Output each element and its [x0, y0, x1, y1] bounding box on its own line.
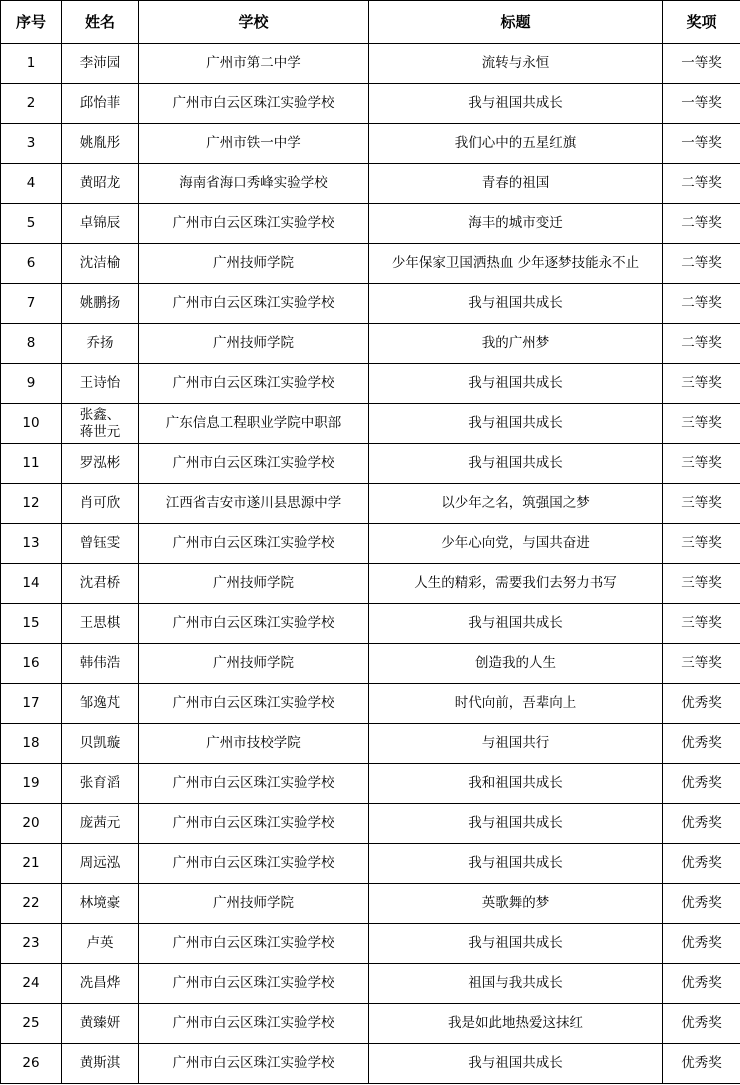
cell-name [62, 884, 139, 924]
cell-index: 22 [1, 884, 62, 924]
student-name: 肖可欣 [79, 494, 121, 511]
cell-award: 一等奖 [663, 44, 740, 84]
cell-school: 广州市白云区珠江实验学校 [139, 524, 369, 564]
cell-school: 广州技师学院 [139, 564, 369, 604]
table-body [1, 44, 740, 1084]
student-name: 卢英 [86, 934, 114, 951]
cell-award: 优秀奖 [663, 684, 740, 724]
cell-name [62, 444, 139, 484]
cell-name [62, 764, 139, 804]
student-name: 贝凯璇 [79, 734, 121, 751]
cell-name [62, 164, 139, 204]
header-index: 序号 [1, 1, 62, 44]
student-name: 周远泓 [79, 854, 121, 871]
student-name: 张鑫、蒋世元 [79, 406, 121, 440]
table-row [1, 364, 740, 404]
table-row [1, 964, 740, 1004]
cell-title: 我与祖国共成长 [369, 284, 663, 324]
cell-award: 三等奖 [663, 444, 740, 484]
table-row [1, 124, 740, 164]
student-name: 乔扬 [86, 334, 114, 351]
cell-title: 我与祖国共成长 [369, 604, 663, 644]
cell-name [62, 404, 139, 444]
cell-index: 24 [1, 964, 62, 1004]
table-row [1, 564, 740, 604]
cell-award: 优秀奖 [663, 804, 740, 844]
cell-award: 二等奖 [663, 204, 740, 244]
table-row [1, 844, 740, 884]
cell-index: 4 [1, 164, 62, 204]
table-row [1, 524, 740, 564]
cell-title: 我与祖国共成长 [369, 364, 663, 404]
student-name: 张育滔 [79, 774, 121, 791]
cell-title: 我与祖国共成长 [369, 924, 663, 964]
cell-award: 二等奖 [663, 324, 740, 364]
cell-school: 广州市白云区珠江实验学校 [139, 964, 369, 1004]
cell-award: 三等奖 [663, 564, 740, 604]
cell-name [62, 644, 139, 684]
cell-award: 优秀奖 [663, 724, 740, 764]
cell-index: 16 [1, 644, 62, 684]
cell-name [62, 84, 139, 124]
cell-title: 少年心向党，与国共奋进 [369, 524, 663, 564]
student-name: 姚鹏扬 [79, 294, 121, 311]
table-row [1, 924, 740, 964]
cell-name [62, 364, 139, 404]
cell-index: 1 [1, 44, 62, 84]
student-name: 邹逸芃 [79, 694, 121, 711]
cell-school: 广州市白云区珠江实验学校 [139, 764, 369, 804]
cell-title: 创造我的人生 [369, 644, 663, 684]
table-row [1, 884, 740, 924]
cell-index: 11 [1, 444, 62, 484]
cell-school: 广州市白云区珠江实验学校 [139, 284, 369, 324]
cell-index: 9 [1, 364, 62, 404]
cell-title: 祖国与我共成长 [369, 964, 663, 1004]
student-name: 沈君桥 [79, 574, 121, 591]
table-row [1, 404, 740, 444]
cell-award: 优秀奖 [663, 964, 740, 1004]
student-name: 罗泓彬 [79, 454, 121, 471]
cell-name [62, 964, 139, 1004]
cell-index: 13 [1, 524, 62, 564]
cell-school: 广州市第二中学 [139, 44, 369, 84]
student-name: 沈洁榆 [79, 254, 121, 271]
cell-school: 广州市白云区珠江实验学校 [139, 684, 369, 724]
cell-school: 广州市白云区珠江实验学校 [139, 1004, 369, 1044]
cell-name [62, 844, 139, 884]
cell-school: 广州市白云区珠江实验学校 [139, 924, 369, 964]
cell-title: 与祖国共行 [369, 724, 663, 764]
cell-name [62, 204, 139, 244]
cell-name [62, 924, 139, 964]
cell-name [62, 684, 139, 724]
student-name: 韩伟浩 [79, 654, 121, 671]
student-name: 黄斯淇 [79, 1054, 121, 1071]
cell-title: 少年保家卫国洒热血 少年逐梦技能永不止 [369, 244, 663, 284]
cell-index: 12 [1, 484, 62, 524]
cell-title: 我与祖国共成长 [369, 804, 663, 844]
cell-school: 海南省海口秀峰实验学校 [139, 164, 369, 204]
cell-award: 二等奖 [663, 244, 740, 284]
header-name: 姓名 [62, 1, 139, 44]
student-name: 冼昌烨 [79, 974, 121, 991]
cell-name [62, 484, 139, 524]
cell-title: 时代向前，吾辈向上 [369, 684, 663, 724]
cell-index: 17 [1, 684, 62, 724]
cell-title: 我与祖国共成长 [369, 84, 663, 124]
cell-title: 流转与永恒 [369, 44, 663, 84]
student-name: 李沛园 [79, 54, 121, 71]
cell-title: 我与祖国共成长 [369, 404, 663, 444]
cell-name [62, 724, 139, 764]
student-name: 邱怡菲 [79, 94, 121, 111]
cell-award: 二等奖 [663, 164, 740, 204]
cell-school: 广州市白云区珠江实验学校 [139, 444, 369, 484]
cell-school: 广州技师学院 [139, 644, 369, 684]
cell-award: 优秀奖 [663, 764, 740, 804]
cell-award: 二等奖 [663, 284, 740, 324]
cell-title: 我是如此地热爱这抹红 [369, 1004, 663, 1044]
cell-award: 优秀奖 [663, 1004, 740, 1044]
cell-index: 2 [1, 84, 62, 124]
cell-index: 25 [1, 1004, 62, 1044]
cell-index: 14 [1, 564, 62, 604]
cell-name [62, 44, 139, 84]
table-row [1, 644, 740, 684]
table-row [1, 204, 740, 244]
table-row [1, 164, 740, 204]
table-row [1, 324, 740, 364]
cell-name [62, 244, 139, 284]
cell-index: 6 [1, 244, 62, 284]
cell-title: 以少年之名，筑强国之梦 [369, 484, 663, 524]
table-row [1, 804, 740, 844]
student-name: 林境豪 [79, 894, 121, 911]
cell-index: 10 [1, 404, 62, 444]
cell-title: 我与祖国共成长 [369, 1044, 663, 1084]
cell-school: 广州市白云区珠江实验学校 [139, 844, 369, 884]
table-row [1, 444, 740, 484]
cell-index: 21 [1, 844, 62, 884]
cell-index: 26 [1, 1044, 62, 1084]
cell-name [62, 564, 139, 604]
header-award: 奖项 [663, 1, 740, 44]
table-row [1, 764, 740, 804]
header-row [1, 1, 740, 44]
table-row [1, 284, 740, 324]
cell-award: 三等奖 [663, 524, 740, 564]
cell-index: 23 [1, 924, 62, 964]
cell-index: 5 [1, 204, 62, 244]
cell-index: 7 [1, 284, 62, 324]
student-name: 曾钰雯 [79, 534, 121, 551]
cell-title: 我的广州梦 [369, 324, 663, 364]
cell-school: 广州技师学院 [139, 324, 369, 364]
cell-award: 三等奖 [663, 604, 740, 644]
cell-index: 18 [1, 724, 62, 764]
cell-name [62, 524, 139, 564]
student-name: 黄昭龙 [79, 174, 121, 191]
cell-title: 我们心中的五星红旗 [369, 124, 663, 164]
cell-award: 优秀奖 [663, 844, 740, 884]
cell-award: 三等奖 [663, 364, 740, 404]
table-row [1, 484, 740, 524]
student-name: 黄臻妍 [79, 1014, 121, 1031]
student-name: 王思棋 [79, 614, 121, 631]
student-name: 庞茜元 [79, 814, 121, 831]
cell-award: 优秀奖 [663, 884, 740, 924]
cell-school: 广州市白云区珠江实验学校 [139, 364, 369, 404]
cell-award: 三等奖 [663, 644, 740, 684]
table-row [1, 1004, 740, 1044]
cell-award: 一等奖 [663, 84, 740, 124]
cell-index: 15 [1, 604, 62, 644]
header-school: 学校 [139, 1, 369, 44]
cell-title: 我与祖国共成长 [369, 844, 663, 884]
cell-school: 广州市白云区珠江实验学校 [139, 84, 369, 124]
cell-school: 广州技师学院 [139, 244, 369, 284]
cell-school: 广州市白云区珠江实验学校 [139, 604, 369, 644]
cell-index: 3 [1, 124, 62, 164]
table-row [1, 684, 740, 724]
cell-title: 我与祖国共成长 [369, 444, 663, 484]
cell-name [62, 1044, 139, 1084]
cell-school: 广东信息工程职业学院中职部 [139, 404, 369, 444]
cell-school: 广州市白云区珠江实验学校 [139, 1044, 369, 1084]
cell-title: 英歌舞的梦 [369, 884, 663, 924]
cell-name [62, 324, 139, 364]
cell-title: 青春的祖国 [369, 164, 663, 204]
cell-title: 我和祖国共成长 [369, 764, 663, 804]
table-row [1, 244, 740, 284]
table-row [1, 84, 740, 124]
cell-school: 江西省吉安市遂川县思源中学 [139, 484, 369, 524]
table-row [1, 604, 740, 644]
cell-name [62, 284, 139, 324]
cell-school: 广州市技校学院 [139, 724, 369, 764]
cell-school: 广州市白云区珠江实验学校 [139, 204, 369, 244]
cell-award: 三等奖 [663, 484, 740, 524]
cell-index: 20 [1, 804, 62, 844]
cell-award: 优秀奖 [663, 924, 740, 964]
cell-school: 广州技师学院 [139, 884, 369, 924]
cell-school: 广州市白云区珠江实验学校 [139, 804, 369, 844]
cell-name [62, 804, 139, 844]
cell-name [62, 1004, 139, 1044]
student-name: 姚胤彤 [79, 134, 121, 151]
cell-name [62, 604, 139, 644]
cell-title: 海丰的城市变迁 [369, 204, 663, 244]
cell-award: 三等奖 [663, 404, 740, 444]
cell-index: 19 [1, 764, 62, 804]
cell-index: 8 [1, 324, 62, 364]
table-row [1, 44, 740, 84]
cell-title: 人生的精彩，需要我们去努力书写 [369, 564, 663, 604]
cell-award: 优秀奖 [663, 1044, 740, 1084]
cell-school: 广州市铁一中学 [139, 124, 369, 164]
table-row [1, 1044, 740, 1084]
cell-award: 一等奖 [663, 124, 740, 164]
header-title: 标题 [369, 1, 663, 44]
cell-name [62, 124, 139, 164]
table-row [1, 724, 740, 764]
student-name: 王诗怡 [79, 374, 121, 391]
student-name: 卓锦辰 [79, 214, 121, 231]
